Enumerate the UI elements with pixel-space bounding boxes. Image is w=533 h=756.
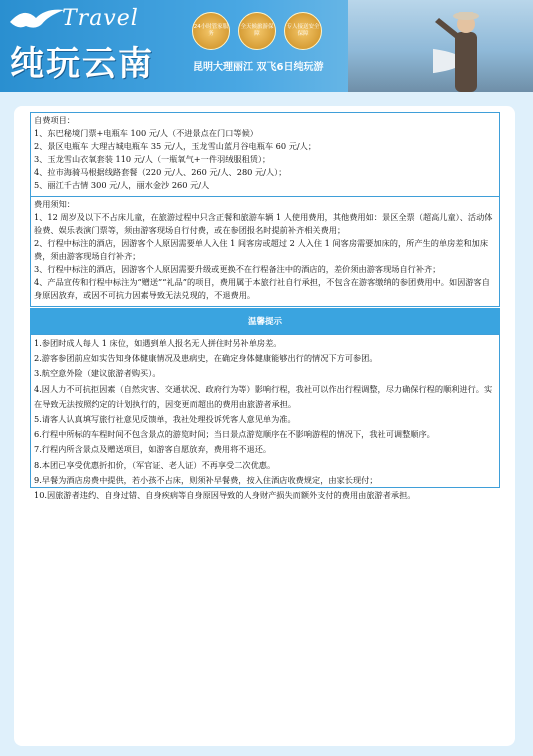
list-item: 3、玉龙雪山衣氧套装 110 元/人（一瓶氧气+一件羽绒服租赁）； bbox=[34, 154, 271, 164]
list-item: 2、景区电瓶车 大理古城电瓶车 35 元/人，玉龙雪山蓝月谷电瓶车 60 元/人； bbox=[34, 141, 317, 151]
list-item: 2.游客参团前应如实告知身体健康情况及患病史，在确定身体健康能够出行的情况下方可参团。 bbox=[34, 353, 378, 364]
list-item: 4、拉市海骑马根据线路套餐（220 元/人、260 元/人、280 元/人）； bbox=[34, 167, 287, 177]
route-subtitle: 昆明大理丽江 双飞6日纯玩游 bbox=[193, 62, 324, 73]
bird-logo-icon bbox=[6, 4, 66, 34]
self-pay-section bbox=[30, 112, 500, 197]
traveler-photo bbox=[433, 6, 493, 92]
badge-service: 24小时管家服务 bbox=[192, 12, 230, 50]
tips-title-bar: 温馨提示 bbox=[30, 308, 500, 334]
list-item: 8.本团已享受优惠折扣价，（军官证、老人证）不再享受二次优惠。 bbox=[34, 459, 276, 470]
list-item: 5.请客人认真填写旅行社意见反馈单，我社处理投诉凭客人意见单为准。 bbox=[34, 414, 296, 425]
list-item: 1、12 周岁及以下不占床儿童，在旅游过程中只含正餐和旅游车辆 1 人使用费用，其他费用如：景区全票（超高儿童）、活动体验费、娱乐表演门票等，须由游客现场自行付费，或在参团报名时提前补齐相关费用； bbox=[34, 212, 493, 235]
section-title: 费用须知： bbox=[34, 199, 75, 209]
header-banner bbox=[0, 0, 533, 92]
brand-english: Travel bbox=[62, 6, 139, 31]
list-item: 5、丽江千古情 300 元/人，丽水金沙 260 元/人 bbox=[34, 180, 210, 190]
list-item: 9.早餐为酒店房费中提供，若小孩不占床，则须补早餐费，按入住酒店收费规定，由家长现付； bbox=[34, 474, 378, 485]
badge-row bbox=[192, 12, 322, 50]
badge-transfer: 专人接送安全保障 bbox=[284, 12, 322, 50]
list-item: 6.行程中所标的车程时间不包含景点的游览时间；当日景点游览顺序在不影响游程的情况下，我社可调整顺序。 bbox=[34, 429, 435, 440]
list-item: 2、行程中标注的酒店，因游客个人原因需要单人入住 1 间客房或超过 2 人入住 1 间客房需要加床的，所产生的单房差和加床费，须由游客现场自行补齐； bbox=[34, 238, 489, 261]
list-item: 3、行程中标注的酒店，因游客个人原因需要升级或更换不在行程备注中的酒店的，差价须由游客现场自行补齐； bbox=[34, 264, 441, 274]
list-item: 1.参团时成人每人 1 床位，如遇到单人报名无人拼住时另补单房差。 bbox=[34, 338, 282, 348]
brand-title: 纯玩云南 bbox=[10, 44, 154, 84]
badge-guarantee: 全天候旅游保障 bbox=[238, 12, 276, 50]
fees-section bbox=[30, 196, 500, 307]
banner-photo bbox=[348, 0, 533, 92]
list-item: 3.航空意外险（建议旅游者购买）。 bbox=[34, 368, 161, 379]
list-item: 4、产品宣传和行程中标注为“赠送”“礼品”的项目，费用属于本旅行社自行承担，不包含在游客缴纳的参团费用中。如因游客自身原因放弃，或因不可抗力因素导致无法兑现的，不退费用。 bbox=[34, 277, 490, 300]
tips-section bbox=[30, 334, 500, 501]
list-item: 4.因人力不可抗拒因素（自然灾害、交通状况、政府行为等）影响行程，我社可以作出行程调整，尽力确保行程的顺利进行。实在导致无法按照约定的计划执行的，因变更而超出的费用由旅游者承担。 bbox=[34, 383, 493, 409]
list-item: 1、东巴秘境门票+电瓶车 100 元/人（不进景点在门口等候） bbox=[34, 128, 258, 138]
list-item: 7.行程内所含景点及赠送项目，如游客自愿放弃，费用将不退还。 bbox=[34, 444, 272, 455]
section-title: 自费项目： bbox=[34, 115, 75, 125]
list-item: 10.因旅游者违约、自身过错、自身疾病等自身原因导致的人身财产损失而额外支付的费用由旅游者承担。 bbox=[34, 490, 416, 501]
